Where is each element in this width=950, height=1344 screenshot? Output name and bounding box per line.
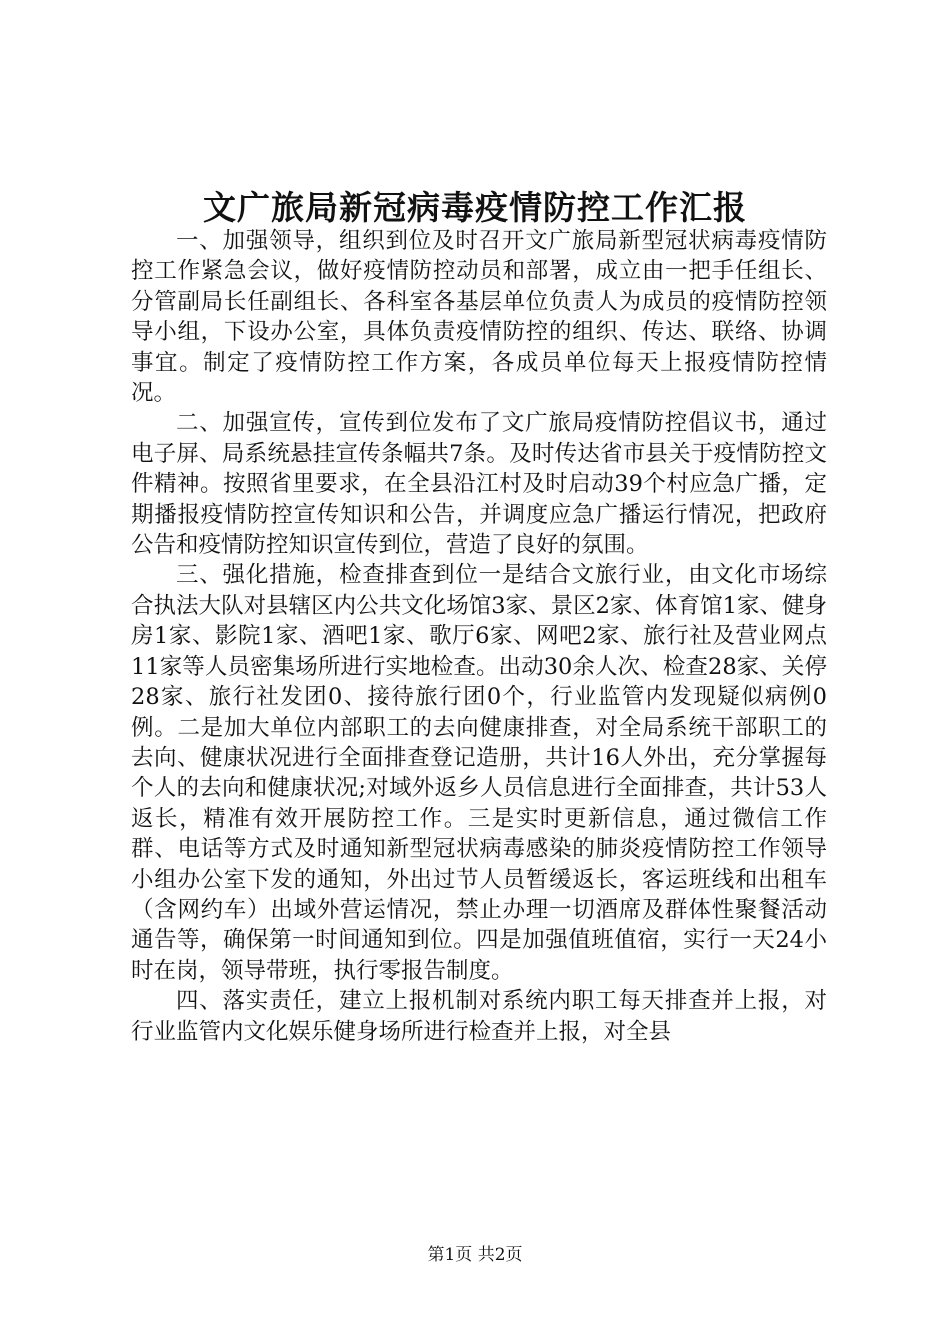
paragraph-measures: 三、强化措施，检查排查到位一是结合文旅行业，由文化市场综合执法大队对县辖区内公共文化场馆3家、景区2家、体育馆1家、健身房1家、影院1家、酒吧1家、歌厅6家、网吧2家、旅行社及营业网点11家等人员密集场所进行实地检查。出动30余人次、检查28家、关停28家、旅行社发团0、接待旅行团0个，行业监管内发现疑似病例0例。二是加大单位内部职工的去向健康排查，对全局系统干部职工的去向、健康状况进行全面排查登记造册，共计16人外出，充分掌握每个人的去向和健康状况;对域外返乡人员信息进行全面排查，共计53人返长，精准有效开展防控工作。三是实时更新信息，通过微信工作群、电话等方式及时通知新型冠状病毒感染的肺炎疫情防控工作领导小组办公室下发的通知，外出过节人员暂缓返长，客运班线和出租车（含网约车）出域外营运情况，禁止办理一切酒席及群体性聚餐活动通告等，确保第一时间通知到位。四是加强值班值宿，实行一天24小时在岗，领导带班，执行零报告制度。 [131, 562, 827, 984]
paragraph-publicity: 二、加强宣传，宣传到位发布了文广旅局疫情防控倡议书，通过电子屏、局系统悬挂宣传条幅共7条。及时传达省市县关于疫情防控文件精神。按照省里要求，在全县沿江村及时启动39个村应急广播，定期播报疫情防控宣传知识和公告，并调度应急广播运行情况，把政府公告和疫情防控知识宣传到位，营造了良好的氛围。 [131, 410, 827, 559]
document-title: 文广旅局新冠病毒疫情防控工作汇报 [203, 188, 747, 227]
document-body [131, 226, 827, 1047]
paragraph-leadership: 一、加强领导，组织到位及时召开文广旅局新型冠状病毒疫情防控工作紧急会议，做好疫情防控动员和部署，成立由一把手任组长、分管副局长任副组长、各科室各基层单位负责人为成员的疫情防控领导小组，下设办公室，具体负责疫情防控的组织、传达、联络、协调事宜。制定了疫情防控工作方案，各成员单位每天上报疫情防控情况。 [131, 228, 827, 407]
page-footer: 第1页 共2页 [427, 1245, 523, 1265]
paragraph-responsibility: 四、落实责任，建立上报机制对系统内职工每天排查并上报，对行业监管内文化娱乐健身场所进行检查并上报，对全县 [131, 988, 827, 1045]
